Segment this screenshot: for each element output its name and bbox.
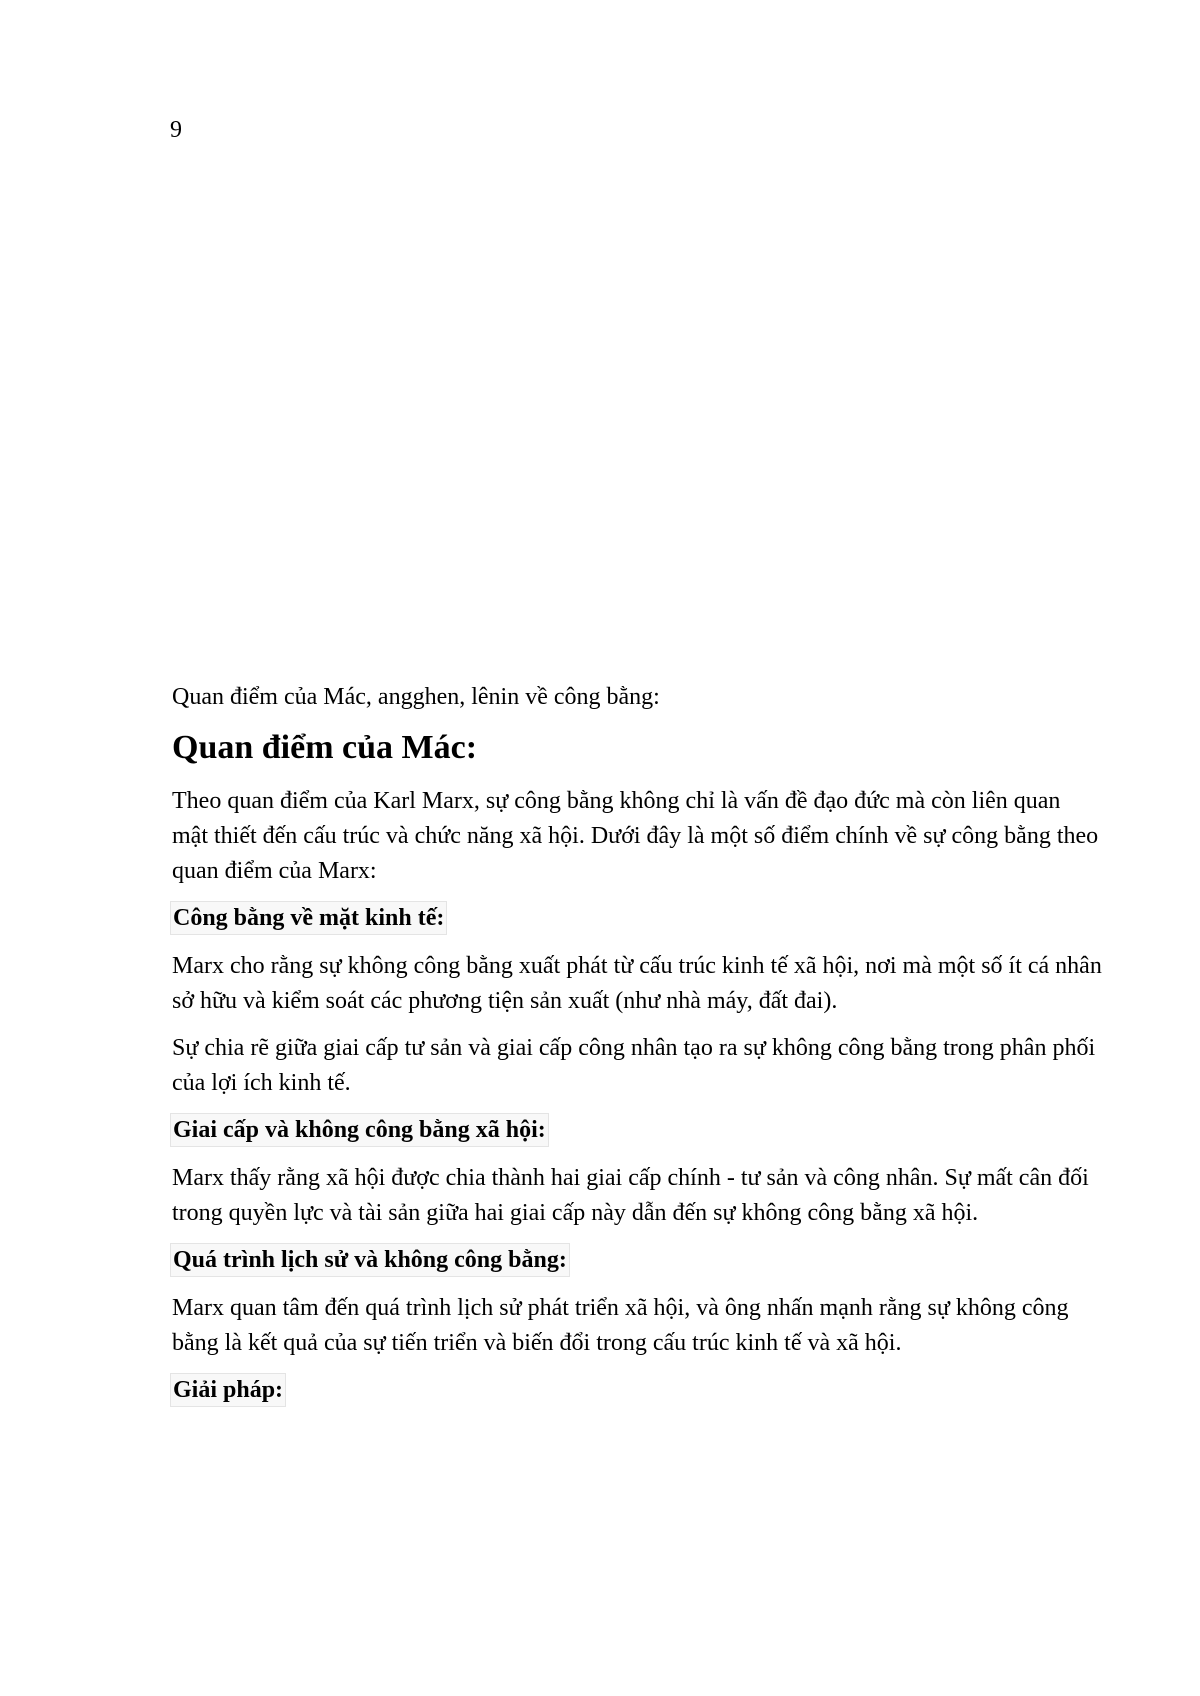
paragraph-intro: Theo quan điểm của Karl Marx, sự công bằng không chỉ là vấn đề đạo đức mà còn liên quan mật thiết đến cấu trúc và chức năng xã hội. Dưới đây là một số điểm chính về sự công bằng theo quan điểm của Marx: bbox=[172, 788, 1099, 884]
subheading-solution: Giải pháp: bbox=[170, 1373, 286, 1407]
page-number: 9 bbox=[170, 117, 182, 143]
subheading-economic-justice: Công bằng về mặt kinh tế: bbox=[170, 901, 447, 935]
subheading-historical-process: Quá trình lịch sử và không công bằng: bbox=[170, 1243, 570, 1277]
subheading-class-inequality: Giai cấp và không công bằng xã hội: bbox=[170, 1113, 549, 1147]
document-body bbox=[172, 680, 1102, 1421]
intro-line: Quan điểm của Mác, angghen, lênin về công bằng: bbox=[172, 684, 660, 710]
section-heading: Quan điểm của Mác: bbox=[172, 729, 478, 766]
paragraph-economic-2: Sự chia rẽ giữa giai cấp tư sản và giai cấp công nhân tạo ra sự không công bằng trong phân phối của lợi ích kinh tế. bbox=[172, 1035, 1096, 1096]
paragraph-historical: Marx quan tâm đến quá trình lịch sử phát triển xã hội, và ông nhấn mạnh rằng sự không công bằng là kết quả của sự tiến triển và biến đổi trong cấu trúc kinh tế và xã hội. bbox=[172, 1295, 1069, 1356]
paragraph-class: Marx thấy rằng xã hội được chia thành hai giai cấp chính - tư sản và công nhân. Sự mất cân đối trong quyền lực và tài sản giữa hai giai cấp này dẫn đến sự không công bằng xã hội. bbox=[172, 1165, 1089, 1226]
paragraph-economic-1: Marx cho rằng sự không công bằng xuất phát từ cấu trúc kinh tế xã hội, nơi mà một số ít cá nhân sở hữu và kiểm soát các phương tiện sản xuất (như nhà máy, đất đai). bbox=[172, 953, 1102, 1014]
